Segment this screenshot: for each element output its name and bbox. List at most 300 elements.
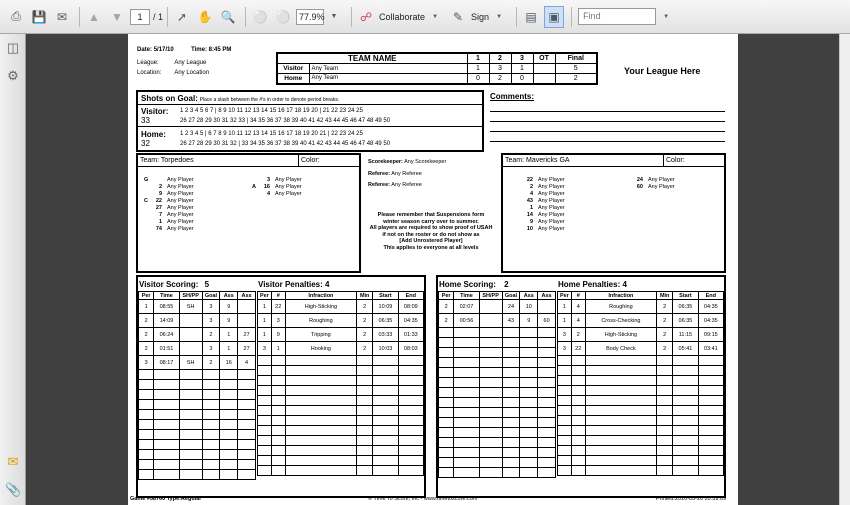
column-header: # xyxy=(571,292,585,300)
referee-line xyxy=(368,171,422,177)
player-number xyxy=(150,177,162,184)
table-cell: 3 xyxy=(202,314,220,328)
table-row xyxy=(558,300,724,314)
toolbar xyxy=(0,0,850,34)
comment-line xyxy=(490,111,725,112)
table-cell xyxy=(179,380,202,390)
table-cell xyxy=(454,388,479,398)
home-penalties-total: 4 xyxy=(622,280,627,289)
home-team: Any Team xyxy=(309,74,467,84)
table-cell xyxy=(538,408,556,418)
table-cell xyxy=(220,380,238,390)
player-number: 1 xyxy=(529,205,533,211)
table-cell xyxy=(271,466,285,476)
scoresheet-page xyxy=(128,34,738,505)
table-cell xyxy=(439,428,454,438)
table-cell xyxy=(271,396,285,406)
table-cell xyxy=(538,468,556,478)
table-cell xyxy=(502,468,520,478)
table-cell xyxy=(479,458,502,468)
footer-game-info: Game #58760 Type:Regular xyxy=(130,496,202,502)
table-cell xyxy=(271,426,285,436)
table-cell xyxy=(673,416,698,426)
table-cell xyxy=(479,328,502,338)
roster-row xyxy=(631,184,675,191)
table-cell xyxy=(673,376,698,386)
table-cell xyxy=(454,438,479,448)
table-row xyxy=(139,314,256,328)
table-cell xyxy=(571,356,585,366)
time-value: 8:45 PM xyxy=(208,47,232,53)
column-header: Min xyxy=(657,292,673,300)
table-cell xyxy=(238,420,256,430)
marquee-zoom-icon[interactable]: 🔍 xyxy=(220,9,236,24)
period-header: OT xyxy=(533,53,555,64)
table-row xyxy=(558,446,724,456)
player-number: 14 xyxy=(526,212,533,218)
find-input[interactable]: Find xyxy=(578,8,656,25)
table-cell xyxy=(558,436,572,446)
player-number: 3 xyxy=(266,177,270,183)
table-cell xyxy=(285,416,356,426)
table-row xyxy=(139,328,256,342)
table-cell xyxy=(285,366,356,376)
referee-line xyxy=(368,182,422,188)
table-row xyxy=(139,400,256,410)
table-cell xyxy=(502,328,520,338)
table-cell: 1 xyxy=(258,300,272,314)
player-name: Any Player xyxy=(167,177,194,183)
table-cell xyxy=(220,400,238,410)
player-number: 27 xyxy=(155,205,162,211)
table-row xyxy=(439,388,556,398)
home-roster-team-name: Mavericks GA xyxy=(526,157,570,164)
footer-copyright: © Time To Score, Inc - www.timetoscore.com xyxy=(368,496,478,502)
roster-row xyxy=(252,177,302,184)
referee-value: Any Referee xyxy=(391,171,422,177)
table-cell xyxy=(454,458,479,468)
home-roster-box xyxy=(501,153,726,273)
table-cell xyxy=(373,426,398,436)
table-row xyxy=(258,426,424,436)
table-cell xyxy=(698,426,723,436)
table-cell xyxy=(673,366,698,376)
table-cell xyxy=(202,450,220,460)
comments-panel-icon[interactable]: ✉ xyxy=(7,454,19,469)
player-number: 74 xyxy=(155,226,162,232)
team-score-table xyxy=(276,52,598,85)
table-cell: 2 xyxy=(357,328,373,342)
table-row xyxy=(439,378,556,388)
table-cell xyxy=(357,446,373,456)
table-cell: Tripping xyxy=(285,328,356,342)
table-cell xyxy=(657,356,673,366)
table-cell xyxy=(179,440,202,450)
table-cell xyxy=(479,468,502,478)
home-score: 0 xyxy=(511,74,533,84)
table-cell xyxy=(585,456,656,466)
table-cell xyxy=(439,378,454,388)
table-row xyxy=(439,338,556,348)
table-row xyxy=(258,300,424,314)
player-number: 1 xyxy=(158,219,162,225)
divider xyxy=(138,126,482,127)
table-row xyxy=(139,420,256,430)
table-cell xyxy=(479,418,502,428)
page-number-input[interactable]: 1 xyxy=(130,9,150,25)
find-dropdown-icon[interactable]: ▼ xyxy=(663,13,670,20)
player-name: Any Player xyxy=(538,205,565,211)
home-penalties-label: Home Penalties: xyxy=(558,280,621,289)
table-cell xyxy=(585,396,656,406)
table-cell: 06:35 xyxy=(673,300,698,314)
table-cell xyxy=(479,408,502,418)
table-cell: 27 xyxy=(238,328,256,342)
visitor-score: 5 xyxy=(555,64,597,74)
table-cell xyxy=(538,388,556,398)
table-row xyxy=(258,376,424,386)
table-row xyxy=(558,426,724,436)
table-cell xyxy=(698,466,723,476)
collaborate-icon[interactable]: ☍ xyxy=(359,9,373,24)
table-cell xyxy=(154,450,179,460)
table-cell xyxy=(258,416,272,426)
table-cell xyxy=(538,428,556,438)
previous-page-icon[interactable]: ▲ xyxy=(88,9,100,24)
table-cell xyxy=(657,416,673,426)
table-cell: 22 xyxy=(271,300,285,314)
table-cell xyxy=(238,300,256,314)
table-cell: 06:35 xyxy=(673,314,698,328)
table-cell xyxy=(439,338,454,348)
table-cell xyxy=(502,368,520,378)
toolbar-separator xyxy=(79,7,80,27)
table-cell xyxy=(285,356,356,366)
table-cell xyxy=(520,358,538,368)
bookmarks-panel-icon[interactable]: ⚙ xyxy=(7,68,19,83)
table-cell: 04:35 xyxy=(698,314,723,328)
table-row xyxy=(558,466,724,476)
home-score xyxy=(533,74,555,84)
table-cell xyxy=(479,438,502,448)
visitor-roster-team xyxy=(140,157,194,164)
table-cell xyxy=(698,366,723,376)
table-cell xyxy=(373,366,398,376)
table-row xyxy=(439,314,556,328)
table-cell xyxy=(502,348,520,358)
table-cell xyxy=(571,446,585,456)
home-label: Home xyxy=(277,74,309,84)
player-number: 43 xyxy=(526,198,533,204)
table-cell: 08:09 xyxy=(398,300,423,314)
table-cell xyxy=(571,456,585,466)
player-number: 4 xyxy=(529,191,533,197)
table-cell xyxy=(698,436,723,446)
zoom-dropdown-icon[interactable]: ▼ xyxy=(330,13,338,20)
table-cell xyxy=(571,376,585,386)
table-cell xyxy=(154,380,179,390)
table-cell xyxy=(398,396,423,406)
column-header: Per xyxy=(558,292,572,300)
player-number: 60 xyxy=(636,184,643,190)
player-position: C xyxy=(144,198,148,204)
next-page-icon[interactable]: ▼ xyxy=(111,9,123,24)
table-cell xyxy=(502,458,520,468)
collaborate-dropdown-icon[interactable]: ▼ xyxy=(432,13,439,20)
table-row xyxy=(558,328,724,342)
table-cell xyxy=(238,380,256,390)
column-header: Min xyxy=(357,292,373,300)
table-cell xyxy=(657,366,673,376)
table-cell xyxy=(479,314,502,328)
notice-line: [Add Unrostered Player] xyxy=(399,238,463,244)
visitor-shots-label: Visitor: xyxy=(141,107,169,116)
visitor-roster-team-name: Torpedoes xyxy=(160,157,194,164)
roster-row xyxy=(521,205,565,212)
table-cell: 3 xyxy=(139,356,154,370)
table-cell xyxy=(439,368,454,378)
table-row xyxy=(258,416,424,426)
table-row xyxy=(439,348,556,358)
table-cell xyxy=(558,376,572,386)
table-cell xyxy=(673,356,698,366)
visitor-roster-box xyxy=(136,153,361,273)
table-cell: 4 xyxy=(571,314,585,328)
color-label: Color: xyxy=(666,157,685,164)
table-cell: 9 xyxy=(220,300,238,314)
table-cell xyxy=(454,358,479,368)
divider xyxy=(298,155,299,166)
roster-row xyxy=(144,212,194,219)
table-cell xyxy=(220,450,238,460)
referee-label: Referee: xyxy=(368,182,391,188)
table-cell xyxy=(271,456,285,466)
home-scoring-title xyxy=(439,280,509,289)
table-row xyxy=(139,300,256,314)
table-cell xyxy=(439,458,454,468)
table-cell xyxy=(585,386,656,396)
player-name: Any Player xyxy=(648,177,675,183)
shots-hint: Place a slash between the #'s in order to denote period breaks. xyxy=(199,97,340,103)
table-cell xyxy=(558,366,572,376)
table-cell xyxy=(520,408,538,418)
visitor-scoring-total: 5 xyxy=(204,280,210,289)
table-cell xyxy=(558,386,572,396)
table-cell xyxy=(202,400,220,410)
suspension-notice xyxy=(360,212,502,251)
table-cell: 04:35 xyxy=(698,300,723,314)
table-cell xyxy=(520,418,538,428)
table-row xyxy=(558,386,724,396)
zoom-level-input[interactable]: 77.9% xyxy=(296,9,324,25)
table-cell: 1 xyxy=(220,328,238,342)
table-cell xyxy=(373,406,398,416)
table-cell xyxy=(520,378,538,388)
table-cell xyxy=(238,440,256,450)
player-name: Any Player xyxy=(167,198,194,204)
player-name: Any Player xyxy=(538,191,565,197)
table-cell xyxy=(558,456,572,466)
notice-line: Please remember that Suspensions form xyxy=(377,212,485,218)
fit-page-icon[interactable]: ▤ xyxy=(525,9,537,24)
table-cell: 06:35 xyxy=(373,314,398,328)
table-cell: 2 xyxy=(357,314,373,328)
navigation-sidebar xyxy=(0,34,26,505)
table-cell xyxy=(398,466,423,476)
save-icon[interactable]: 💾 xyxy=(31,9,47,24)
table-cell xyxy=(179,410,202,420)
visitor-score: 3 xyxy=(489,64,511,74)
zoom-out-icon[interactable]: ⚪ xyxy=(252,9,268,24)
table-cell xyxy=(154,420,179,430)
table-cell: 08:03 xyxy=(398,342,423,356)
table-cell xyxy=(258,376,272,386)
period-header: 2 xyxy=(489,53,511,64)
visitor-team: Any Team xyxy=(309,64,467,74)
table-cell: 10 xyxy=(520,300,538,314)
collaborate-button[interactable]: Collaborate xyxy=(379,11,426,22)
table-cell xyxy=(698,356,723,366)
table-row xyxy=(139,440,256,450)
notice-line: winter season carry over to summer. xyxy=(383,218,479,225)
table-cell xyxy=(139,440,154,450)
visitor-roster-right xyxy=(252,177,302,198)
table-cell: 3 xyxy=(258,342,272,356)
shots-on-goal-box xyxy=(136,90,484,152)
home-score: 0 xyxy=(467,74,489,84)
sign-dropdown-icon[interactable]: ▼ xyxy=(496,13,503,20)
table-cell xyxy=(139,390,154,400)
vertical-scrollbar[interactable] xyxy=(839,34,850,505)
table-row xyxy=(558,356,724,366)
table-cell xyxy=(673,446,698,456)
roster-row xyxy=(521,184,565,191)
table-row xyxy=(139,390,256,400)
table-cell xyxy=(238,450,256,460)
table-cell: 22 xyxy=(571,342,585,356)
roster-row xyxy=(252,184,302,191)
table-cell xyxy=(238,430,256,440)
table-row xyxy=(258,396,424,406)
table-cell: 09:15 xyxy=(698,328,723,342)
table-cell xyxy=(154,470,179,480)
home-roster-team xyxy=(505,157,570,164)
print-icon[interactable]: ⎙ xyxy=(11,9,21,23)
table-cell xyxy=(202,430,220,440)
table-cell xyxy=(271,446,285,456)
roster-row xyxy=(521,226,565,233)
visitor-scoring-title xyxy=(139,280,209,289)
table-cell xyxy=(238,410,256,420)
column-header: Time xyxy=(454,292,479,300)
location-label: Location: xyxy=(137,70,162,76)
table-cell xyxy=(439,418,454,428)
table-cell xyxy=(538,438,556,448)
player-number: 24 xyxy=(636,177,643,183)
league-line xyxy=(137,60,206,66)
table-cell xyxy=(271,356,285,366)
visitor-penalties-label: Visitor Penalties: xyxy=(258,280,323,289)
date-value: 5/17/10 xyxy=(153,47,174,53)
pages-panel-icon[interactable]: ◫ xyxy=(6,40,20,55)
home-scoring-label: Home Scoring: xyxy=(439,280,496,289)
hand-tool-icon[interactable]: ✋ xyxy=(197,9,213,24)
divider xyxy=(138,104,482,105)
table-cell xyxy=(454,348,479,358)
shots-title: Shots on Goal: xyxy=(141,94,198,103)
table-cell xyxy=(439,438,454,448)
table-row xyxy=(258,314,424,328)
table-cell: 06:24 xyxy=(154,328,179,342)
table-cell: 2 xyxy=(202,328,220,342)
table-cell xyxy=(479,368,502,378)
select-tool-icon[interactable]: ➚ xyxy=(176,9,188,24)
roster-row xyxy=(144,226,194,233)
toolbar-separator xyxy=(571,7,572,27)
comments-label: Comments: xyxy=(490,92,535,101)
table-cell xyxy=(179,450,202,460)
player-name: Any Player xyxy=(167,205,194,211)
referee-value: Any Referee xyxy=(391,182,422,188)
table-cell xyxy=(538,458,556,468)
table-cell xyxy=(698,386,723,396)
table-cell xyxy=(238,370,256,380)
table-cell xyxy=(479,388,502,398)
player-number: 2 xyxy=(529,184,533,190)
table-cell: 3 xyxy=(202,300,220,314)
table-cell xyxy=(179,390,202,400)
player-name: Any Player xyxy=(275,191,302,197)
table-cell xyxy=(202,410,220,420)
table-cell xyxy=(258,366,272,376)
sign-icon[interactable]: ✎ xyxy=(453,9,464,24)
table-cell xyxy=(502,428,520,438)
home-shots-total: 32 xyxy=(141,139,150,148)
table-cell xyxy=(139,430,154,440)
player-name: Any Player xyxy=(538,212,565,218)
column-header: Ass xyxy=(220,292,238,300)
table-cell xyxy=(373,386,398,396)
table-cell xyxy=(657,406,673,416)
table-cell xyxy=(454,338,479,348)
table-cell xyxy=(520,338,538,348)
table-cell: High-Sticking xyxy=(285,300,356,314)
table-cell xyxy=(258,426,272,436)
roster-row xyxy=(521,198,565,205)
table-cell xyxy=(520,368,538,378)
table-cell xyxy=(673,436,698,446)
attachments-panel-icon[interactable]: 📎 xyxy=(5,482,22,497)
table-cell xyxy=(398,446,423,456)
table-cell xyxy=(398,386,423,396)
table-cell xyxy=(220,440,238,450)
visitor-label: Visitor xyxy=(277,64,309,74)
roster-row xyxy=(144,191,194,198)
email-icon[interactable]: ✉ xyxy=(56,9,68,24)
player-number: 4 xyxy=(266,191,270,197)
table-cell xyxy=(520,468,538,478)
table-cell xyxy=(238,400,256,410)
table-cell xyxy=(657,426,673,436)
roster-row xyxy=(144,205,194,212)
player-name: Any Player xyxy=(538,219,565,225)
table-cell xyxy=(454,408,479,418)
full-screen-icon[interactable]: ▣ xyxy=(544,6,564,28)
sign-button[interactable]: Sign xyxy=(471,11,490,22)
table-cell: SH xyxy=(179,300,202,314)
table-cell xyxy=(373,396,398,406)
zoom-in-icon[interactable]: ⚪ xyxy=(275,9,291,24)
